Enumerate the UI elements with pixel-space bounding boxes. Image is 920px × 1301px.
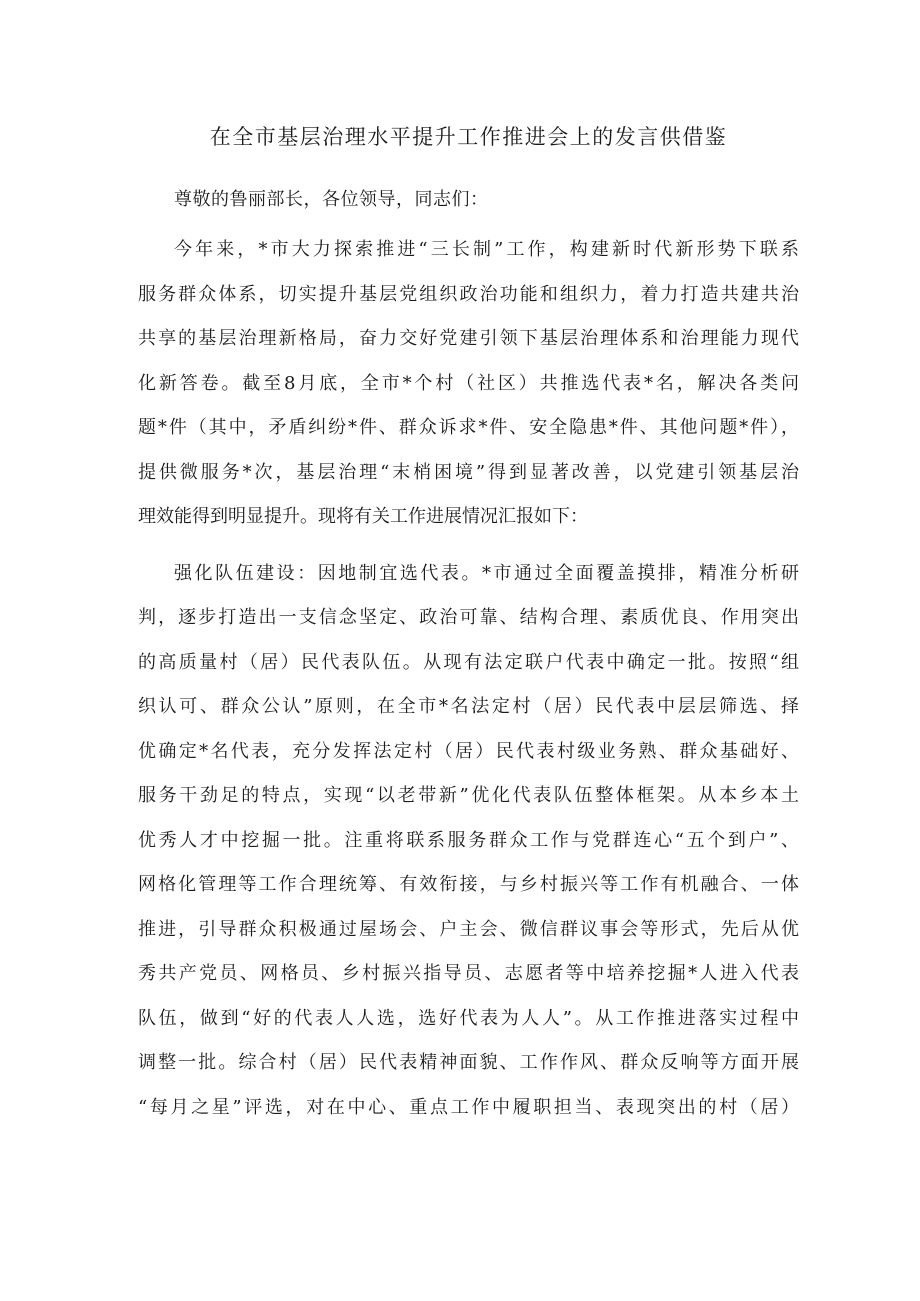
salutation: 尊敬的鲁丽部长，各位领导，同志们： [174, 189, 489, 210]
paragraph-line: 队伍，做到“好的代表人人选，选好代表为人人”。从工作推进落实过程中 [138, 1007, 799, 1029]
paragraph-line: 强化队伍建设：因地制宜选代表。*市通过全面覆盖摸排，精准分析研 [174, 562, 799, 584]
paragraph-line: “每月之星”评选，对在中心、重点工作中履职担当、表现突出的村（居） [138, 1096, 799, 1118]
paragraph-gap [138, 540, 799, 552]
paragraph-line: 网格化管理等工作合理统筹、有效衔接，与乡村振兴等工作有机融合、一体 [138, 874, 799, 895]
paragraph-line: 今年来，*市大力探索推进“三长制”工作，构建新时代新形势下联系 [174, 239, 799, 260]
paragraph-line: 判，逐步打造出一支信念坚定、政治可靠、结构合理、素质优良、作用突出 [138, 607, 799, 628]
paragraph-line: 服务群众体系，切实提升基层党组织政治功能和组织力，着力打造共建共治 [138, 283, 799, 305]
paragraph-line: 理效能得到明显提升。现将有关工作进展情况汇报如下： [138, 506, 588, 527]
paragraph-intro [138, 228, 799, 540]
paragraph-line: 化新答卷。截至8月底，全市*个村（社区）共推选代表*名，解决各类问 [138, 372, 799, 394]
paragraph-line: 提供微服务*次，基层治理“末梢困境”得到显著改善，以党建引领基层治 [138, 461, 799, 483]
paragraph-line: 共享的基层治理新格局，奋力交好党建引领下基层治理体系和治理能力现代 [138, 328, 799, 349]
paragraph-line: 题*件（其中，矛盾纠纷*件、群众诉求*件、安全隐患*件、其他问题*件）， [138, 417, 799, 438]
paragraph-line: 调整一批。综合村（居）民代表精神面貌、工作作风、群众反响等方面开展 [138, 1052, 799, 1073]
paragraph-line: 织认可、群众公认”原则，在全市*名法定村（居）民代表中层层筛选、择 [138, 696, 799, 717]
paragraph-line: 优秀人才中挖掘一批。注重将联系服务群众工作与党群连心“五个到户”、 [138, 829, 799, 851]
paragraph-line: 推进，引导群众积极通过屋场会、户主会、微信群议事会等形式，先后从优 [138, 918, 799, 940]
paragraph-team-building [138, 552, 799, 1131]
document-title: 在全市基层治理水平提升工作推进会上的发言供借鉴 [209, 125, 728, 149]
paragraph-line: 优确定*名代表，充分发挥法定村（居）民代表村级业务熟、群众基础好、 [138, 740, 799, 762]
paragraph-line: 秀共产党员、网格员、乡村振兴指导员、志愿者等中培养挖掘*人进入代表 [138, 963, 799, 984]
paragraph-line: 服务干劲足的特点，实现“以老带新”优化代表队伍整体框架。从本乡本土 [138, 785, 799, 806]
document-page [138, 112, 799, 1130]
paragraph-line: 的高质量村（居）民代表队伍。从现有法定联户代表中确定一批。按照“组 [138, 651, 799, 673]
